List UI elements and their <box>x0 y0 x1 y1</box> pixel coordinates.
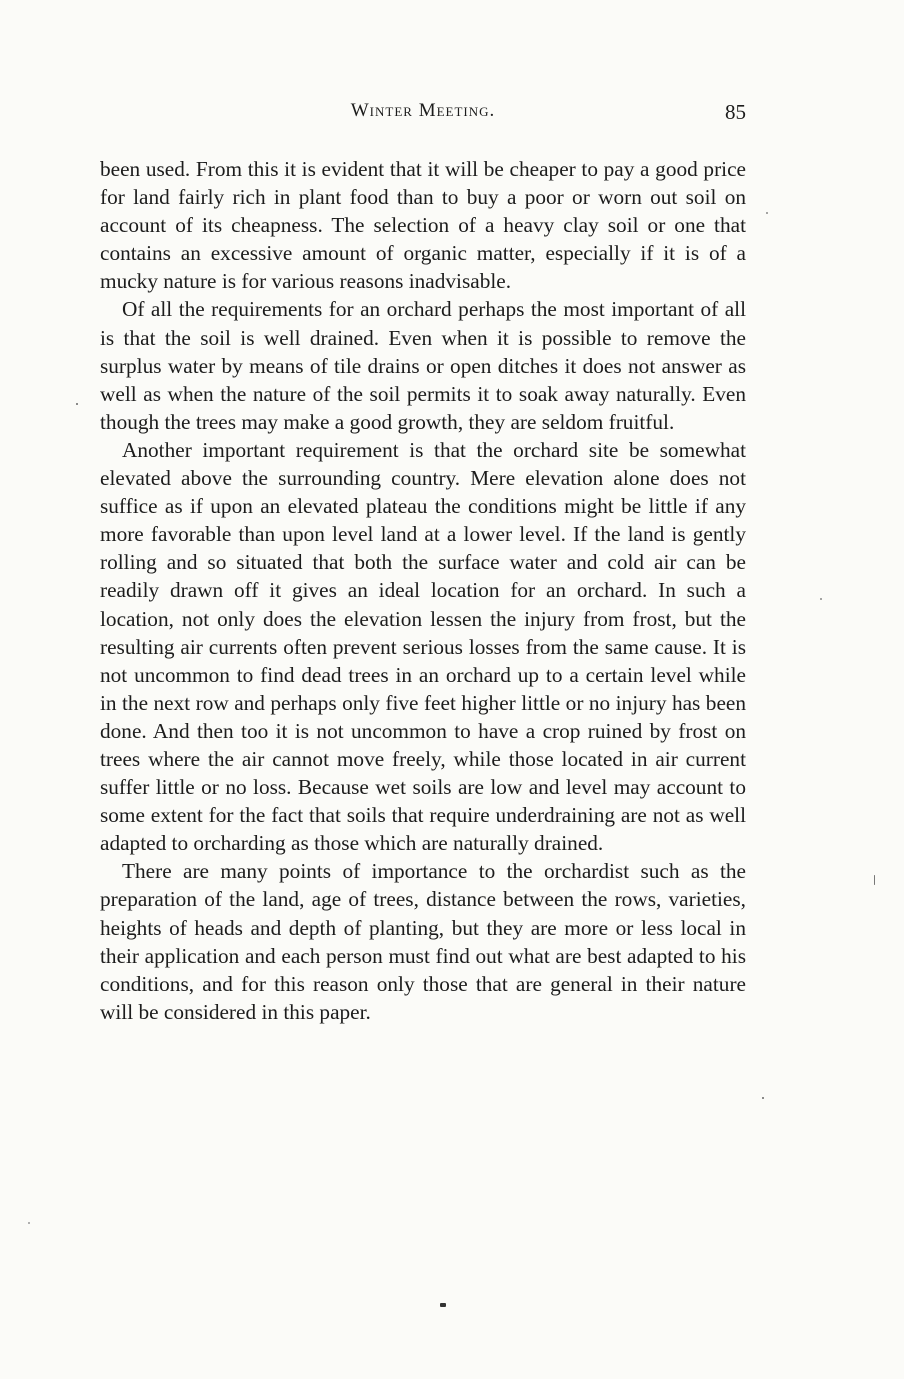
print-speck <box>28 1222 30 1224</box>
print-speck <box>76 403 78 405</box>
paragraph-4: There are many points of importance to the orchardist such as the preparation of the land, age of trees, distance between the rows, varieties, heights of heads and depth of planting, but they are more or less local in their application and each person must find out what are best adapted to his conditions, and for this reason only those that are general in their nature will be considered in this paper. <box>100 859 746 1024</box>
print-speck <box>762 1097 764 1099</box>
print-speck <box>820 598 822 600</box>
print-speck <box>766 212 768 214</box>
paragraph-3: Another important requirement is that the orchard site be somewhat elevated above the surrounding country. Mere elevation alone does not suffice as if upon an elevated plateau the conditions might be little if any more favorable than upon level land at a lower level. If the land is gently rolling and so situated that both the surface water and cold air can be readily drawn off it gives an ideal location for an orchard. In such a location, not only does the elevation lessen the injury from frost, but the resulting air currents often prevent serious losses from the same cause. It is not uncommon to find dead trees in an orchard up to a certain level while in the next row and perhaps only five feet higher little or no injury has been done. And then too it is not uncommon to have a crop ruined by frost on trees where the air cannot move freely, while those located in air current suffer little or no loss. Because wet soils are low and level may account to some extent for the fact that soils that require underdraining are not as well adapted to orcharding as those which are naturally drained. <box>100 437 746 856</box>
running-head <box>100 100 746 130</box>
page-number: 85 <box>725 100 746 124</box>
body-text <box>100 155 746 1026</box>
running-head-title: Winter Meeting. <box>350 100 496 121</box>
print-speck <box>440 1303 446 1307</box>
paragraph-1: been used. From this it is evident that it will be cheaper to pay a good price for land fairly rich in plant food than to buy a poor or worn out soil on account of its cheapness. The selection of a heavy clay soil or one that contains an excessive amount of organic matter, especially if it is of a mucky nature is for various reasons inadvisable. <box>100 157 746 294</box>
paragraph-2: Of all the requirements for an orchard perhaps the most important of all is that the soil is well drained. Even when it is possible to remove the surplus water by means of tile drains or open ditches it does not answer as well as when the nature of the soil permits it to soak away naturally. Even though the trees may make a good growth, they are seldom fruitful. <box>100 297 746 434</box>
print-speck <box>874 875 875 885</box>
